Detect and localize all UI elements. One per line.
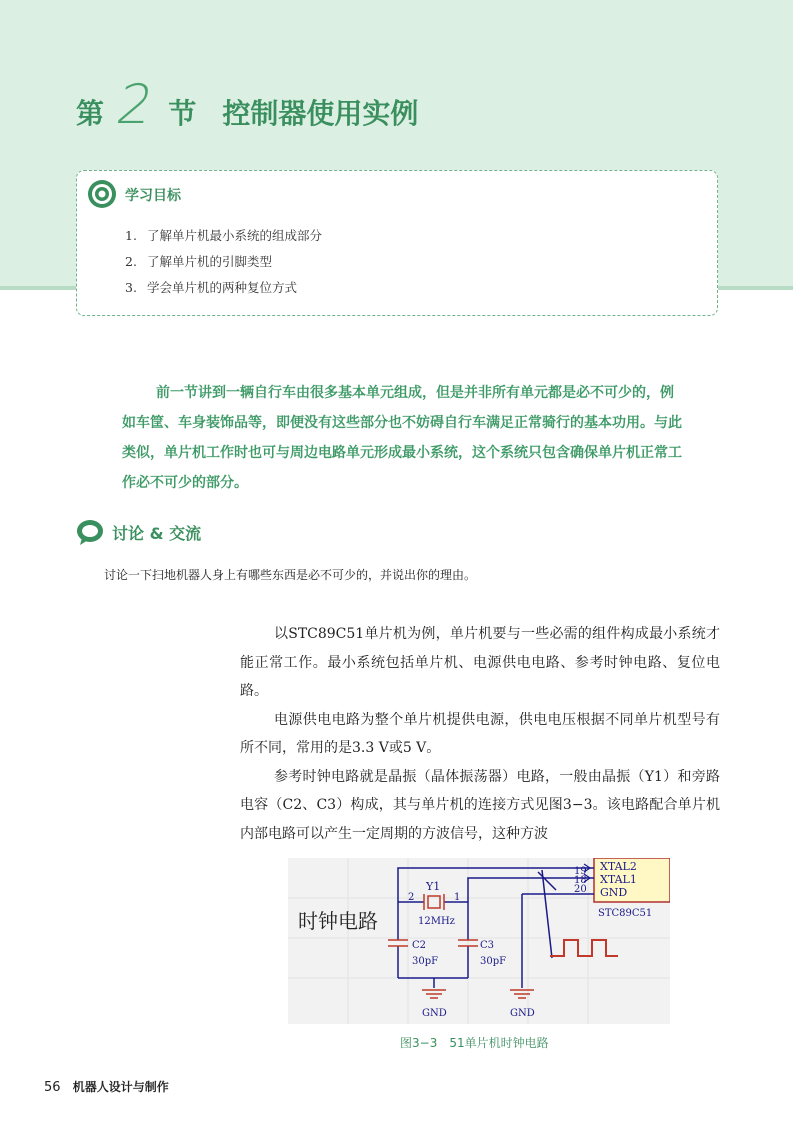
learning-objectives-box [76, 170, 718, 316]
chip-pin-number: 18 [574, 875, 587, 886]
circuit-label: 时钟电路 [298, 909, 378, 933]
discussion-text: 讨论一下扫地机器人身上有哪些东西是必不可少的，并说出你的理由。 [104, 568, 477, 582]
cap-c3-label: C3 [480, 940, 495, 951]
section-number: 2 [111, 73, 160, 136]
section-prefix: 第 [76, 97, 105, 130]
cap-c2-value: 30pF [412, 956, 439, 967]
target-icon [87, 179, 117, 209]
objective-item [125, 275, 322, 301]
objective-text: 了解单片机的引脚类型 [147, 254, 273, 269]
body-paragraph: 以STC89C51单片机为例，单片机要与一些必需的组件构成最小系统才能正常工作。最小系统包括单片机、电源供电电路、参考时钟电路、复位电路。 [240, 626, 720, 699]
objective-item [125, 249, 322, 275]
speech-bubble-icon [76, 518, 104, 546]
chip-pin-label: GND [600, 886, 628, 899]
objective-number: 1. [125, 228, 137, 243]
gnd-label-right: GND [510, 1008, 535, 1019]
clock-circuit-figure [288, 858, 670, 1024]
capacitor-c2 [388, 940, 408, 946]
crystal-pin-2: 2 [408, 892, 415, 903]
page-footer [44, 1078, 169, 1095]
gnd-label-left: GND [422, 1008, 447, 1019]
chip-name: STC89C51 [598, 908, 653, 919]
objective-text: 学会单片机的两种复位方式 [147, 280, 298, 295]
chip-pin-label: XTAL1 [600, 873, 637, 886]
objective-item [125, 223, 322, 249]
ground-symbol-left [422, 990, 446, 998]
crystal-frequency: 12MHz [418, 916, 455, 927]
crystal-pin-1: 1 [454, 892, 461, 903]
figure-caption: 图3−3 51单片机时钟电路 [400, 1036, 549, 1050]
section-suffix: 节 [168, 97, 197, 130]
circuit-diagram [288, 858, 670, 1024]
cap-c3-value: 30pF [480, 956, 507, 967]
body-paragraph: 参考时钟电路就是晶振（晶体振荡器）电路，一般由晶振（Y1）和旁路电容（C2、C3）构成，其与单片机的连接方式见图3−3。该电路配合单片机内部电路可以产生一定周期的方波信号，这种方波 [240, 768, 720, 842]
discussion-title: 讨论 & 交流 [112, 524, 202, 543]
chip-pin-label: XTAL2 [600, 860, 637, 873]
crystal-y1 [424, 894, 444, 910]
objective-number: 2. [125, 254, 137, 269]
body-text [240, 620, 720, 848]
section-name: 控制器使用实例 [222, 97, 419, 130]
objective-number: 3. [125, 280, 137, 295]
objectives-list [125, 223, 322, 301]
chip-pin-number: 20 [574, 884, 587, 895]
section-title [76, 73, 419, 138]
book-title: 机器人设计与制作 [72, 1080, 169, 1094]
square-wave [550, 940, 618, 956]
objective-text: 了解单片机最小系统的组成部分 [147, 228, 323, 243]
objectives-title: 学习目标 [125, 188, 181, 204]
ground-symbol-right [510, 990, 534, 998]
page-number: 56 [44, 1080, 61, 1095]
cap-c2-label: C2 [412, 940, 427, 951]
chip-pin-number: 19 [574, 866, 587, 877]
crystal-name: Y1 [426, 880, 441, 893]
intro-paragraph: 前一节讲到一辆自行车由很多基本单元组成，但是并非所有单元都是必不可少的，例如车筐、车身装饰品等，即便没有这些部分也不妨碍自行车满足正常骑行的基本功用。与此类似，单片机工作时也可与周边电路单元形成最小系统，这个系统只包含确保单片机正常工作必不可少的部分。 [122, 385, 682, 491]
body-paragraph: 电源供电电路为整个单片机提供电源，供电电压根据不同单片机型号有所不同，常用的是3.3 V或5 V。 [240, 711, 720, 756]
